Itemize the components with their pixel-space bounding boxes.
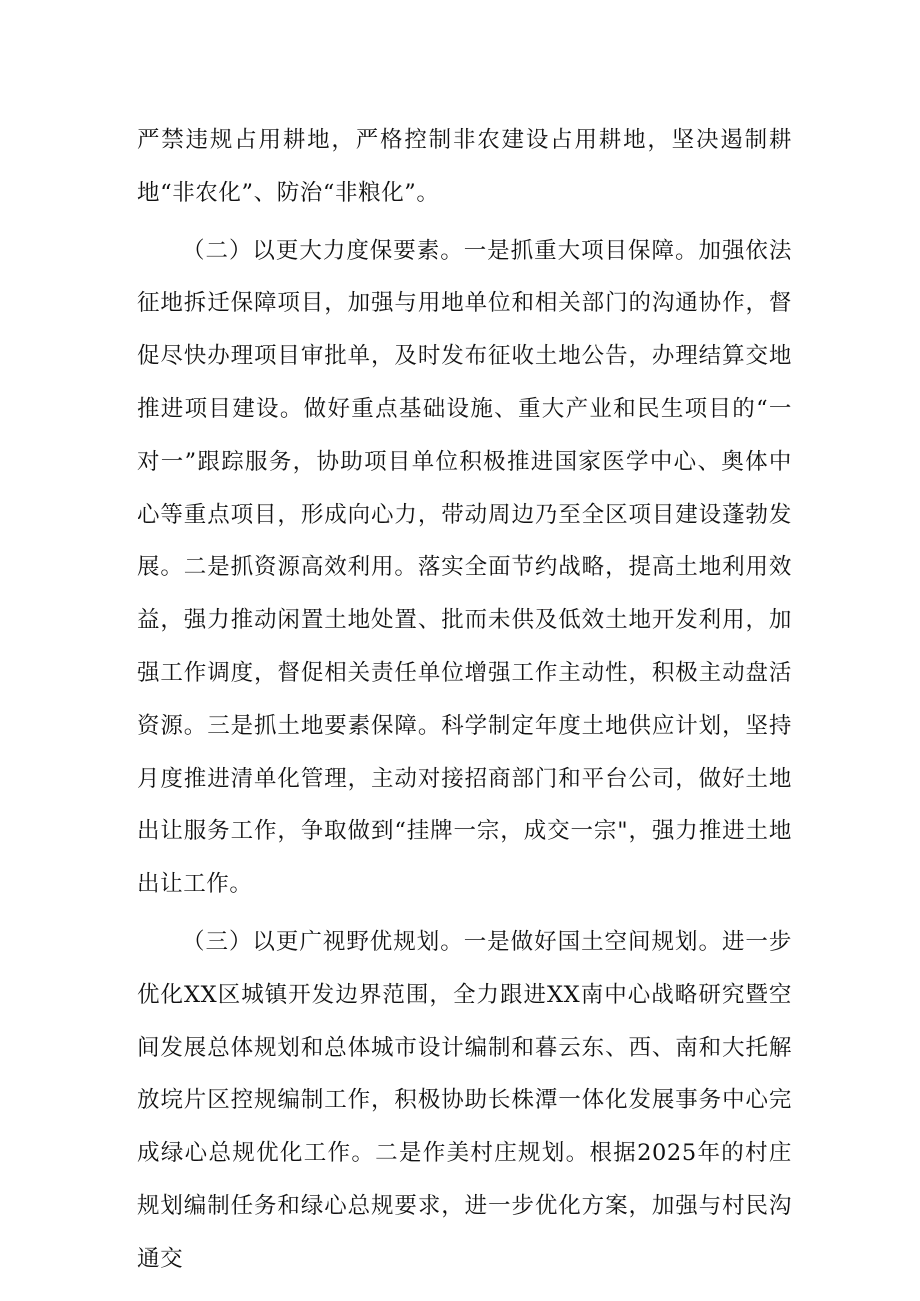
- document-body: [137, 114, 792, 1286]
- paragraph-farmland-protection: 严禁违规占用耕地，严格控制非农建设占用耕地，坚决遏制耕地“非农化”、防治“非粮化”。: [137, 127, 792, 206]
- paragraph-factor-guarantee: （二）以更大力度保要素。一是抓重大项目保障。加强依法征地拆迁保障项目，加强与用地单位和相关部门的沟通协作，督促尽快办理项目审批单，及时发布征收土地公告，办理结算交地推进项目建设。做好重点基础设施、重大产业和民生项目的“一对一”跟踪服务，协助项目单位积极推进国家医学中心、奥体中心等重点项目，形成向心力，带动周边乃至全区项目建设蓬勃发展。二是抓资源高效利用。落实全面节约战略，提高土地利用效益，强力推动闲置土地处置、批而未供及低效土地开发利用，加强工作调度，督促相关责任单位增强工作主动性，积极主动盘活资源。三是抓土地要素保障。科学制定年度土地供应计划，坚持月度推进清单化管理，主动对接招商部门和平台公司，做好土地出让服务工作，争取做到“挂牌一宗，成交一宗"，强力推进土地出让工作。: [137, 237, 792, 898]
- paragraph-spatial-planning: （三）以更广视野优规划。一是做好国土空间规划。进一步优化XX区城镇开发边界范围，全力跟进XX南中心战略研究暨空间发展总体规划和总体城市设计编制和暮云东、西、南和大托解放垸片区控规编制工作，积极协助长株潭一体化发展事务中心完成绿心总规优化工作。二是作美村庄规划。根据2025年的村庄规划编制任务和绿心总规要求，进一步优化方案，加强与村民沟通交: [137, 928, 792, 1272]
